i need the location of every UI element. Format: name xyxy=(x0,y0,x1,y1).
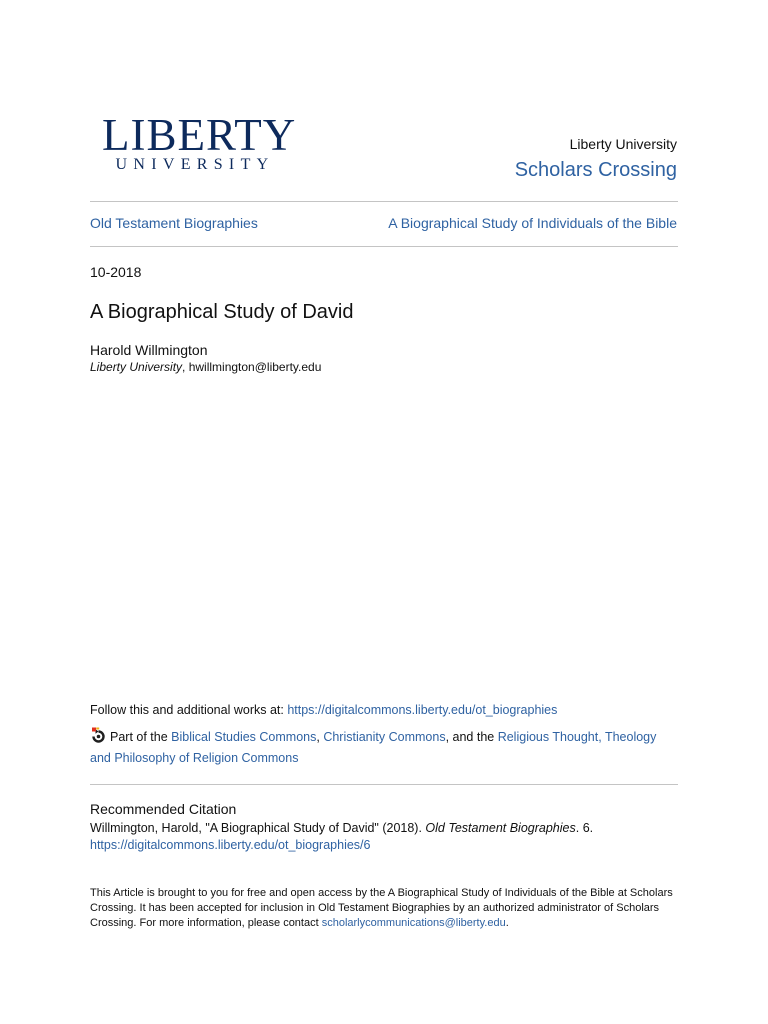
citation-journal: Old Testament Biographies xyxy=(425,821,576,835)
christianity-commons-link[interactable]: Christianity Commons xyxy=(323,730,446,744)
part-of-separator: , and the xyxy=(445,730,498,744)
repository-link[interactable]: Scholars Crossing xyxy=(514,159,677,181)
citation-text: Willmington, Harold, "A Biographical Study of David" (2018). xyxy=(90,821,426,835)
liberty-university-logo[interactable] xyxy=(102,110,297,174)
contact-email-link[interactable]: scholarlycommunications@liberty.edu xyxy=(321,917,506,929)
repository-brand xyxy=(515,134,677,184)
collection-link[interactable]: A Biographical Study of Individuals of the Bible xyxy=(388,215,677,231)
recommended-citation-heading: Recommended Citation xyxy=(90,801,237,817)
citation-url-link[interactable]: https://digitalcommons.liberty.edu/ot_biographies/6 xyxy=(90,838,371,852)
affiliation-name: Liberty University xyxy=(90,360,183,374)
author-affiliation xyxy=(90,359,321,375)
notice-end: . xyxy=(505,917,509,929)
author-name: Harold Willmington xyxy=(90,342,208,358)
follow-url-link[interactable]: https://digitalcommons.liberty.edu/ot_biographies xyxy=(287,703,558,717)
follow-prefix: Follow this and additional works at: xyxy=(90,703,288,717)
divider xyxy=(90,784,678,785)
affiliation-separator: , xyxy=(182,360,189,374)
article-title: A Biographical Study of David xyxy=(90,301,354,323)
institution-name: Liberty University xyxy=(569,136,677,152)
follow-line xyxy=(90,702,680,719)
logo-wordmark-bottom: UNIVERSITY xyxy=(115,156,275,173)
publication-date: 10-2018 xyxy=(90,264,142,280)
part-of-separator: , xyxy=(316,730,324,744)
part-of-prefix: Part of the xyxy=(110,730,172,744)
part-of-line xyxy=(90,727,678,769)
divider xyxy=(90,201,678,202)
logo-wordmark-top: LIBERTY xyxy=(102,110,297,160)
biblical-studies-commons-link[interactable]: Biblical Studies Commons xyxy=(171,730,317,744)
open-access-icon xyxy=(90,727,107,744)
access-notice xyxy=(90,886,680,931)
series-link[interactable]: Old Testament Biographies xyxy=(90,215,258,231)
citation-number: . 6. xyxy=(575,821,594,835)
religious-thought-commons-link[interactable]: Religious Thought, Theology and Philosophy of Religion Commons xyxy=(90,730,657,765)
notice-text: This Article is brought to you for free and open access by the A Biographical Study of Individuals of the Bible at Scholars Crossing. It has been accepted for inclusion in Old Testament Biographies by an authorized administrator of Scholars Crossing. For more information, please contact xyxy=(90,887,673,929)
divider xyxy=(90,246,678,247)
author-email: hwillmington@liberty.edu xyxy=(188,360,322,374)
recommended-citation xyxy=(90,820,680,854)
